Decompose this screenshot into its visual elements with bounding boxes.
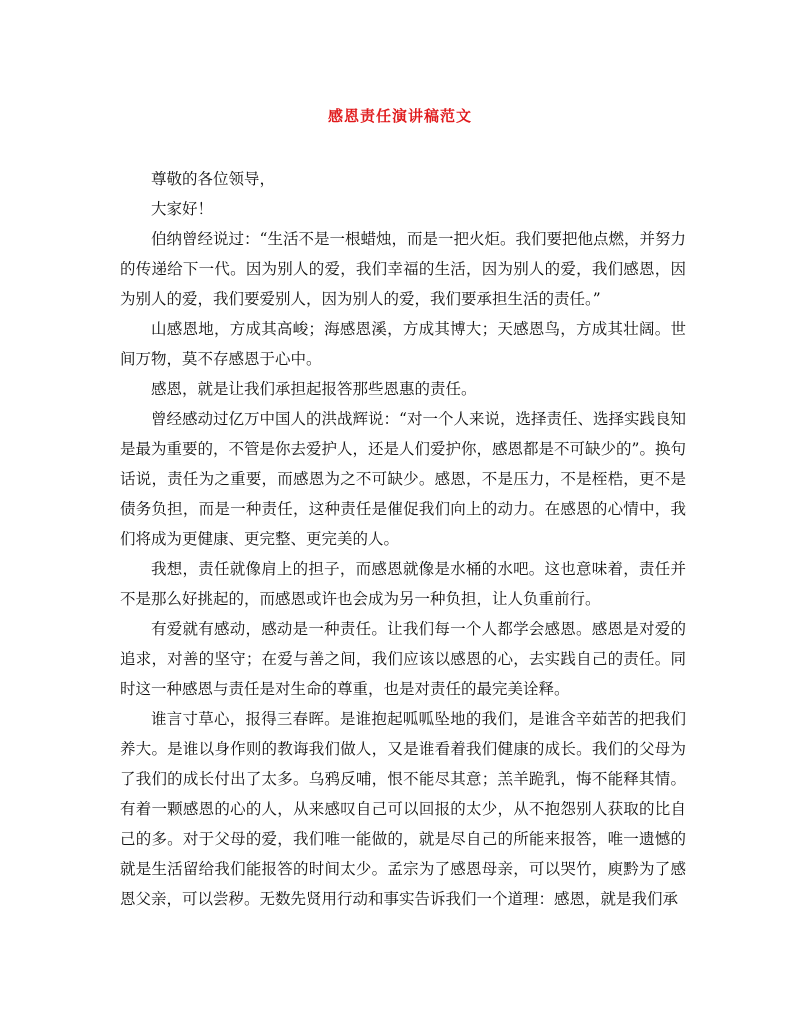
paragraph: 我想，责任就像肩上的担子，而感恩就像是水桶的水吧。这也意味着，责任并不是那么好挑起的，而感恩或许也会成为另一种负担，让人负重前行。 xyxy=(120,560,686,608)
paragraph: 山感恩地，方成其高峻；海感恩溪，方成其博大；天感恩鸟，方成其壮阔。世间万物，莫不存感恩于心中。 xyxy=(120,320,686,368)
paragraph-greeting: 大家好！ xyxy=(151,200,214,218)
paragraph: 曾经感动过亿万中国人的洪战辉说：“对一个人来说，选择责任、选择实践良知是最为重要的，不管是你去爱护人，还是人们爱护你，感恩都是不可缺少的”。换句话说，责任为之重要，而感恩为之不可缺少。感恩，不是压力，不是桎梏，更不是债务负担，而是一种责任，这种责任是催促我们向上的动力。在感恩的心情中，我们将成为更健康、更完整、更完美的人。 xyxy=(120,410,686,548)
paragraph: 有爱就有感动，感动是一种责任。让我们每一个人都学会感恩。感恩是对爱的追求，对善的坚守；在爱与善之间，我们应该以感恩的心，去实践自己的责任。同时这一种感恩与责任是对生命的尊重，也是对责任的最完美诠释。 xyxy=(120,620,686,698)
paragraph: 谁言寸草心，报得三春晖。是谁抱起呱呱坠地的我们，是谁含辛茹苦的把我们养大。是谁以身作则的教诲我们做人，又是谁看着我们健康的成长。我们的父母为了我们的成长付出了太多。乌鸦反哺，恨不能尽其意；羔羊跪乳，悔不能释其情。有着一颗感恩的心的人，从来感叹自己可以回报的太少，从不抱怨别人获取的比自己的多。对于父母的爱，我们唯一能做的，就是尽自己的所能来报答，唯一遗憾的就是生活留给我们能报答的时间太少。孟宗为了感恩母亲，可以哭竹，庾黔为了感恩父亲，可以尝秽。无数先贤用行动和事实告诉我们一个道理：感恩，就是我们承 xyxy=(120,710,686,908)
document-title: 感恩责任演讲稿范文 xyxy=(327,107,472,125)
paragraph: 感恩，就是让我们承担起报答那些恩惠的责任。 xyxy=(151,380,477,398)
paragraph-salutation: 尊敬的各位领导， xyxy=(151,170,276,188)
paragraph: 伯纳曾经说过：“生活不是一根蜡烛，而是一把火炬。我们要把他点燃，并努力的传递给下一代。因为别人的爱，我们幸福的生活，因为别人的爱，我们感恩，因为别人的爱，我们要爱别人，因为别人的爱，我们要承担生活的责任。” xyxy=(120,230,686,308)
document-body xyxy=(120,164,686,914)
